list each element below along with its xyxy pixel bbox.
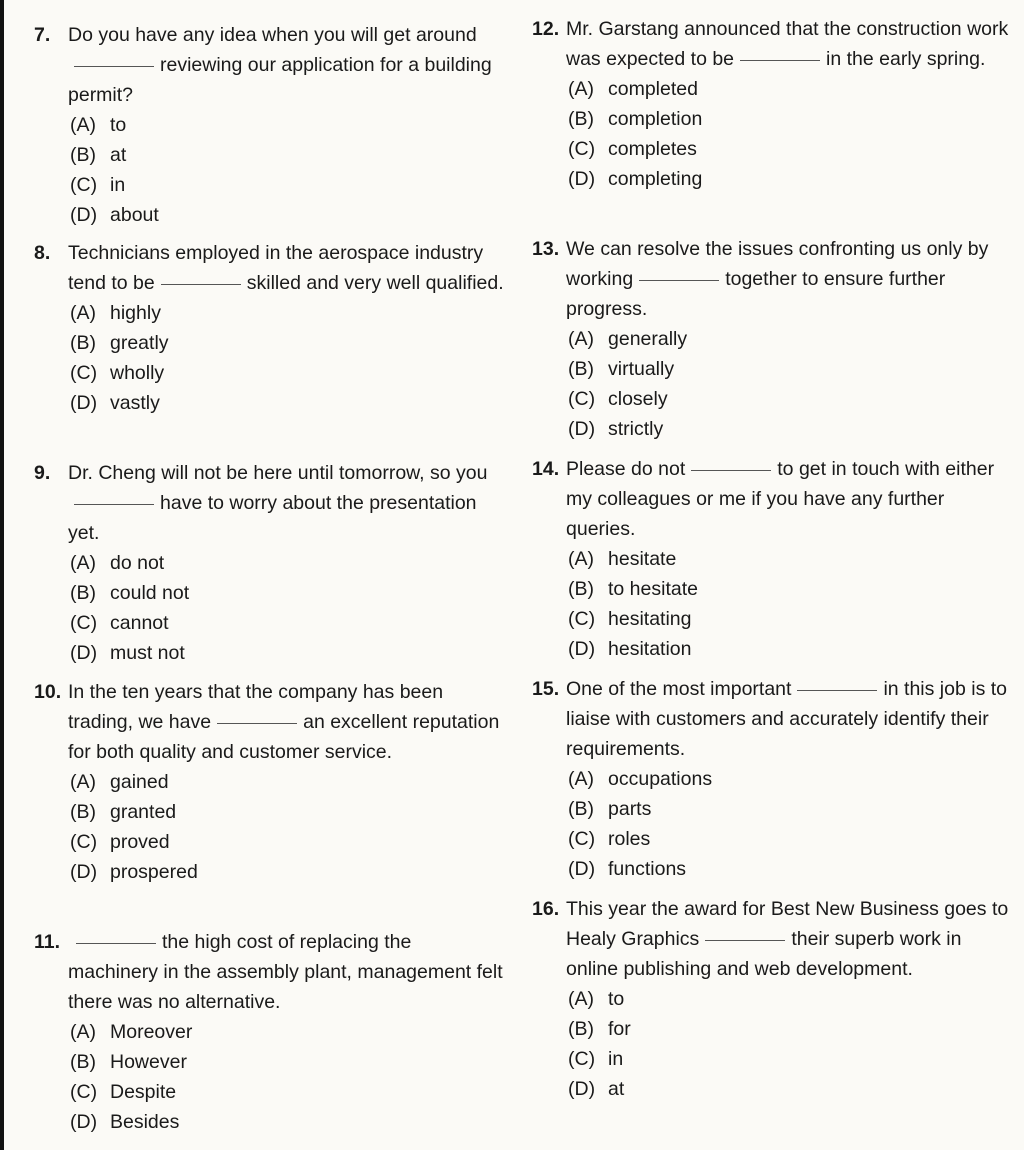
answer-blank bbox=[217, 722, 297, 724]
option-c[interactable] bbox=[34, 358, 504, 388]
question-stem bbox=[34, 20, 504, 110]
question-stem bbox=[34, 458, 504, 548]
stem-text-before: We can resolve the issues confronting us only by working bbox=[566, 238, 989, 290]
option-text: generally bbox=[608, 328, 688, 350]
answer-blank bbox=[691, 469, 771, 471]
stem-text-after: together to ensure further progress. bbox=[566, 268, 946, 320]
option-letter: (C) bbox=[568, 1048, 596, 1070]
option-text: However bbox=[110, 1051, 187, 1073]
answer-blank bbox=[639, 279, 719, 281]
option-d[interactable] bbox=[532, 634, 1012, 664]
option-text: hesitate bbox=[608, 548, 677, 570]
option-text: Besides bbox=[110, 1111, 180, 1133]
option-a[interactable] bbox=[532, 74, 1012, 104]
question-number: 10. bbox=[34, 681, 62, 703]
question-number: 15. bbox=[532, 678, 560, 700]
stem-text-after: to get in touch with either my colleagues or me if you have any further queries. bbox=[566, 458, 995, 540]
question-stem bbox=[532, 234, 1012, 324]
option-letter: (C) bbox=[568, 388, 596, 410]
option-letter: (A) bbox=[70, 552, 96, 574]
stem-text-before: Do you have any idea when you will get around bbox=[68, 24, 477, 46]
option-letter: (B) bbox=[568, 358, 594, 380]
question-14 bbox=[532, 454, 1012, 664]
option-text: roles bbox=[608, 828, 651, 850]
option-letter: (A) bbox=[70, 1021, 96, 1043]
option-b[interactable] bbox=[34, 797, 504, 827]
option-letter: (C) bbox=[70, 612, 98, 634]
option-letter: (A) bbox=[568, 768, 594, 790]
option-a[interactable] bbox=[34, 767, 504, 797]
option-c[interactable] bbox=[532, 824, 1012, 854]
option-c[interactable] bbox=[532, 134, 1012, 164]
option-letter: (B) bbox=[70, 144, 96, 166]
option-d[interactable] bbox=[532, 1074, 1012, 1104]
stem-text-after: skilled and very well qualified. bbox=[246, 272, 504, 294]
option-text: occupations bbox=[608, 768, 713, 790]
option-letter: (C) bbox=[70, 1081, 98, 1103]
option-d[interactable] bbox=[532, 854, 1012, 884]
question-stem bbox=[532, 674, 1012, 764]
option-d[interactable] bbox=[34, 638, 504, 668]
option-text: closely bbox=[608, 388, 668, 410]
option-a[interactable] bbox=[532, 764, 1012, 794]
question-stem bbox=[34, 238, 504, 298]
question-8 bbox=[34, 238, 504, 418]
option-letter: (A) bbox=[568, 548, 594, 570]
option-letter: (D) bbox=[568, 418, 596, 440]
option-text: must not bbox=[110, 642, 185, 664]
answer-blank bbox=[740, 59, 820, 61]
option-text: granted bbox=[110, 801, 177, 823]
option-text: highly bbox=[110, 302, 161, 324]
option-text: Despite bbox=[110, 1081, 177, 1103]
stem-text-before: One of the most important bbox=[566, 678, 792, 700]
option-letter: (C) bbox=[70, 831, 98, 853]
question-number: 13. bbox=[532, 238, 560, 260]
option-text: to bbox=[110, 114, 127, 136]
question-number: 9. bbox=[34, 462, 51, 484]
option-c[interactable] bbox=[34, 608, 504, 638]
option-c[interactable] bbox=[532, 384, 1012, 414]
option-c[interactable] bbox=[34, 827, 504, 857]
question-15 bbox=[532, 674, 1012, 884]
option-text: hesitating bbox=[608, 608, 692, 630]
question-number: 11. bbox=[34, 931, 61, 953]
stem-text-before: This year the award for Best New Business goes to Healy Graphics bbox=[566, 898, 1009, 950]
option-b[interactable] bbox=[34, 328, 504, 358]
option-c[interactable] bbox=[34, 1077, 504, 1107]
option-text: to bbox=[608, 988, 625, 1010]
option-b[interactable] bbox=[34, 140, 504, 170]
option-text: vastly bbox=[110, 392, 160, 414]
question-12 bbox=[532, 14, 1012, 194]
option-letter: (D) bbox=[70, 861, 98, 883]
stem-text-after: reviewing our application for a building permit? bbox=[68, 54, 492, 106]
option-letter: (D) bbox=[568, 638, 596, 660]
option-letter: (C) bbox=[70, 174, 98, 196]
stem-text-before: In the ten years that the company has been trading, we have bbox=[68, 681, 444, 733]
option-text: completed bbox=[608, 78, 698, 100]
answer-blank bbox=[705, 939, 785, 941]
option-text: in bbox=[110, 174, 126, 196]
option-text: hesitation bbox=[608, 638, 692, 660]
option-text: gained bbox=[110, 771, 169, 793]
question-stem bbox=[532, 14, 1012, 74]
option-letter: (B) bbox=[568, 578, 594, 600]
option-letter: (A) bbox=[70, 114, 96, 136]
answer-blank bbox=[161, 283, 241, 285]
option-c[interactable] bbox=[532, 604, 1012, 634]
option-b[interactable] bbox=[532, 1014, 1012, 1044]
question-10 bbox=[34, 677, 504, 887]
option-letter: (A) bbox=[70, 771, 96, 793]
option-text: completion bbox=[608, 108, 703, 130]
option-b[interactable] bbox=[34, 1047, 504, 1077]
stem-text-before: Please do not bbox=[566, 458, 686, 480]
option-b[interactable] bbox=[532, 354, 1012, 384]
option-text: completing bbox=[608, 168, 703, 190]
option-c[interactable] bbox=[532, 1044, 1012, 1074]
option-b[interactable] bbox=[34, 578, 504, 608]
option-letter: (B) bbox=[70, 1051, 96, 1073]
option-d[interactable] bbox=[34, 388, 504, 418]
option-text: for bbox=[608, 1018, 631, 1040]
option-letter: (D) bbox=[568, 858, 596, 880]
stem-text-after: in the early spring. bbox=[826, 48, 986, 70]
option-b[interactable] bbox=[532, 794, 1012, 824]
question-stem bbox=[532, 454, 1012, 544]
option-text: to hesitate bbox=[608, 578, 698, 600]
answer-blank bbox=[74, 503, 154, 505]
option-d[interactable] bbox=[532, 164, 1012, 194]
option-d[interactable] bbox=[34, 200, 504, 230]
question-stem bbox=[34, 677, 504, 767]
option-a[interactable] bbox=[532, 544, 1012, 574]
option-text: parts bbox=[608, 798, 652, 820]
option-d[interactable] bbox=[532, 414, 1012, 444]
answer-blank bbox=[74, 65, 154, 67]
question-9 bbox=[34, 458, 504, 668]
stem-text-after: an excellent reputation for both quality and customer service. bbox=[68, 711, 500, 763]
option-text: about bbox=[110, 204, 159, 226]
option-a[interactable] bbox=[34, 548, 504, 578]
question-16 bbox=[532, 894, 1012, 1104]
option-text: wholly bbox=[110, 362, 165, 384]
question-number: 14. bbox=[532, 458, 560, 480]
stem-text-after: in this job is to liaise with customers and accurately identify their requirements. bbox=[566, 678, 1008, 760]
option-text: could not bbox=[110, 582, 190, 604]
option-b[interactable] bbox=[532, 104, 1012, 134]
option-text: do not bbox=[110, 552, 165, 574]
stem-text-after: have to worry about the presentation yet. bbox=[68, 492, 477, 544]
option-letter: (D) bbox=[70, 642, 98, 664]
option-letter: (B) bbox=[568, 1018, 594, 1040]
question-13 bbox=[532, 234, 1012, 444]
option-text: prospered bbox=[110, 861, 198, 883]
option-a[interactable] bbox=[34, 1017, 504, 1047]
question-number: 16. bbox=[532, 898, 560, 920]
question-number: 12. bbox=[532, 18, 560, 40]
option-text: greatly bbox=[110, 332, 169, 354]
option-letter: (B) bbox=[70, 332, 96, 354]
question-stem bbox=[532, 894, 1012, 984]
option-letter: (D) bbox=[568, 1078, 596, 1100]
option-letter: (B) bbox=[70, 582, 96, 604]
option-letter: (B) bbox=[568, 108, 594, 130]
question-11 bbox=[34, 927, 504, 1137]
option-b[interactable] bbox=[532, 574, 1012, 604]
question-7 bbox=[34, 20, 504, 230]
question-number: 8. bbox=[34, 242, 51, 264]
option-a[interactable] bbox=[532, 324, 1012, 354]
answer-blank bbox=[797, 689, 877, 691]
option-letter: (C) bbox=[568, 138, 596, 160]
option-c[interactable] bbox=[34, 170, 504, 200]
stem-text-after: the high cost of replacing the machinery in the assembly plant, management felt there was no alternative. bbox=[68, 931, 503, 1013]
question-stem bbox=[34, 927, 504, 1017]
option-text: virtually bbox=[608, 358, 675, 380]
option-letter: (A) bbox=[568, 78, 594, 100]
option-text: functions bbox=[608, 858, 687, 880]
option-letter: (C) bbox=[568, 608, 596, 630]
option-letter: (A) bbox=[70, 302, 96, 324]
option-text: cannot bbox=[110, 612, 169, 634]
option-letter: (D) bbox=[70, 392, 98, 414]
stem-text-before: Technicians employed in the aerospace industry tend to be bbox=[68, 242, 484, 294]
option-d[interactable] bbox=[34, 1107, 504, 1137]
stem-text-before: Dr. Cheng will not be here until tomorrow, so you bbox=[68, 462, 488, 484]
option-text: at bbox=[110, 144, 127, 166]
option-letter: (D) bbox=[70, 204, 98, 226]
option-letter: (D) bbox=[70, 1111, 98, 1133]
option-letter: (B) bbox=[70, 801, 96, 823]
stem-text-before: Mr. Garstang announced that the construction work was expected to be bbox=[566, 18, 1009, 70]
option-letter: (D) bbox=[568, 168, 596, 190]
option-letter: (C) bbox=[70, 362, 98, 384]
option-letter: (A) bbox=[568, 988, 594, 1010]
option-letter: (C) bbox=[568, 828, 596, 850]
option-a[interactable] bbox=[34, 110, 504, 140]
option-text: Moreover bbox=[110, 1021, 193, 1043]
option-d[interactable] bbox=[34, 857, 504, 887]
option-letter: (A) bbox=[568, 328, 594, 350]
question-number: 7. bbox=[34, 24, 51, 46]
option-letter: (B) bbox=[568, 798, 594, 820]
answer-blank bbox=[76, 942, 156, 944]
option-text: proved bbox=[110, 831, 170, 853]
option-text: strictly bbox=[608, 418, 664, 440]
option-text: in bbox=[608, 1048, 624, 1070]
page-edge bbox=[0, 0, 4, 1150]
option-text: completes bbox=[608, 138, 697, 160]
option-a[interactable] bbox=[532, 984, 1012, 1014]
option-text: at bbox=[608, 1078, 625, 1100]
stem-text-after: their superb work in online publishing and web development. bbox=[566, 928, 962, 980]
option-a[interactable] bbox=[34, 298, 504, 328]
